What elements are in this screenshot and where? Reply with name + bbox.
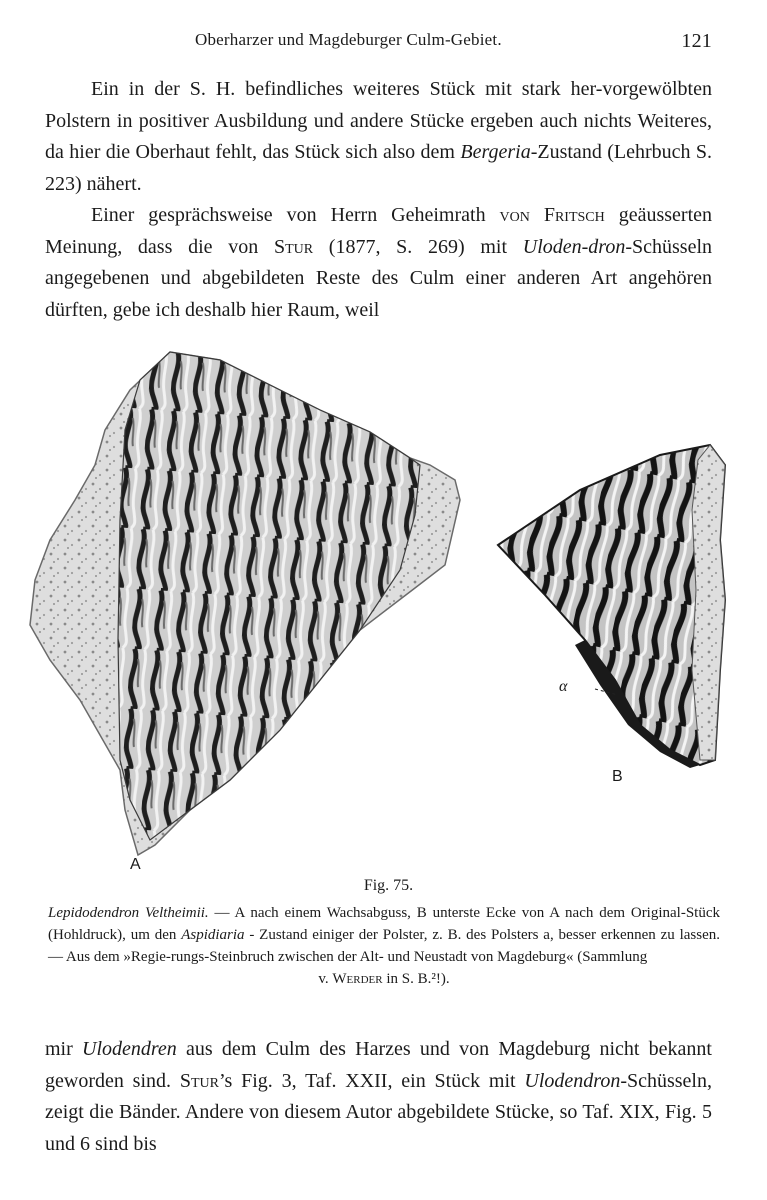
text-run: mir (45, 1038, 83, 1060)
figure-label-alpha: α (559, 678, 568, 695)
italic-term: Bergeria (460, 141, 531, 163)
figure-caption (48, 902, 720, 990)
body-text-bottom (45, 1034, 712, 1160)
text-run: in S. B.²!). (382, 971, 450, 987)
figure-75 (20, 340, 750, 880)
page-number: 121 (681, 30, 712, 52)
text-run: -Schüsseln angegebenen und abgebildeten Reste des Culm einer anderen Art angehören dürften, gebe ich deshalb hier Raum, weil (45, 235, 713, 321)
fossil-illustration (20, 340, 750, 880)
author-name: Stur (179, 1069, 219, 1092)
italic-term: Aspidiaria (181, 927, 245, 943)
author-name: von Fritsch (499, 204, 605, 226)
text-run: - Zustand einiger der Polster, z. B. des Polsters a, besser erkennen zu lassen. — Aus dem »Regie-rungs-Steinbruch zwischen der Alt- und Neustadt von Magdeburg« (Sammlung (48, 927, 721, 965)
italic-term: Ulodendron (524, 1069, 621, 1092)
italic-term: Ulodendren (82, 1038, 177, 1060)
caption-last-line (48, 968, 720, 990)
body-text-top (45, 74, 712, 326)
text-run: aus dem Culm des Harzes und von Magdeburg nicht bekannt geworden sind. (45, 1038, 712, 1092)
paragraph (45, 1034, 712, 1160)
author-name: Werder (332, 971, 383, 987)
text-run: ’s Fig. 3, Taf. XXII, ein Stück mit (218, 1069, 525, 1092)
text-run: v. (318, 971, 333, 987)
text-run: geäusserten Meinung, dass die von (45, 204, 712, 258)
figure-number: Fig. 75. (363, 877, 414, 894)
specimen-a (30, 352, 460, 855)
figure-label-a: A (130, 856, 141, 873)
text-run: -Zustand (Lehrbuch S. 223) nähert. (45, 141, 712, 195)
paragraph (45, 74, 712, 200)
italic-term: Uloden-dron (522, 235, 626, 258)
text-run: — A nach einem Wachsabguss, B unterste Ecke von A nach dem Original-Stück (Hohldruck), um den (48, 905, 721, 943)
species-name: Lepidodendron Veltheimii. (48, 905, 209, 921)
author-name: Stur (273, 235, 314, 258)
running-title: Oberharzer und Magdeburger Culm-Gebiet. (195, 30, 502, 49)
text-run: -Schüsseln, zeigt die Bänder. Andere von diesem Autor abgebildete Stücke, so Taf. XIX, Fig. 5 und 6 sind bis (45, 1069, 712, 1155)
paragraph (45, 200, 712, 326)
text-run: Ein in der S. H. befindliches weiteres Stück mit stark her-vorgewölbten Polstern in positiver Ausbildung und andere Stücke ergeben auch nichts Weiteres, da hier die Oberhaut fehlt, das Stück sich also dem (45, 78, 712, 163)
text-run: (1877, S. 269) mit (313, 235, 523, 258)
specimen-b (498, 445, 725, 768)
page-header (45, 30, 712, 56)
figure-label-b: B (612, 768, 623, 785)
text-run: Einer gesprächsweise von Herrn Geheimrath (91, 204, 500, 226)
